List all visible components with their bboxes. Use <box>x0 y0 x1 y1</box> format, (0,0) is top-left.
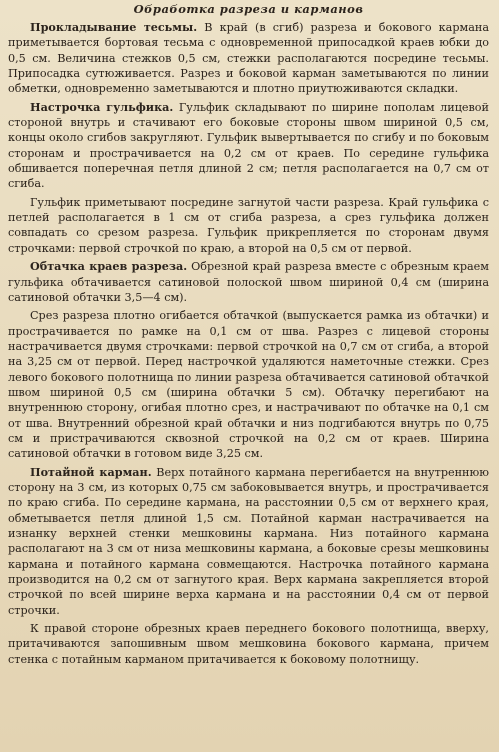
paragraph-text: К правой стороне обрезных краев переднего бокового полотнища, вверху, притачиваются запошивным швом мешковина бокового кармана, причем стенка с потайным карманом притачивается к боковому полотнищу. <box>8 622 489 666</box>
paragraph-heading: Прокладывание тесьмы. <box>30 20 198 34</box>
paragraph-slit-facing <box>8 259 489 305</box>
paragraph-heading: Обтачка краев разреза. <box>30 259 188 274</box>
paragraph-text: Срез разреза плотно огибается обтачкой (выпускается рамка из обтачки) и прострачивается по рамке на 0,1 см от шва. Разрез с лицевой стороны настрачивается двумя строчками: первой строчкой на 0,7 см от сгиба, а второй на 3,25 см от первой. Перед настрочкой удаляются наметочные стежки. Срез левого бокового полотнища по линии разреза обтачивается сатиновой обтачкой швом шириной 0,5 см (ширина обтачки 5 см). Обтачку перегибают на внутреннюю сторону, огибая плотно срез, и настрачивают по обтачке на 0,1 см от шва. Внутренний обрезной край обтачки и низ подгибаются внутрь по 0,75 см и пристрачиваются сквозной строчкой на 0,2 см от краев. Ширина сатиновой обтачки в готовом виде 3,25 см. <box>8 309 489 461</box>
paragraph-fly-attach <box>8 195 489 256</box>
paragraph-heading: Потайной карман. <box>30 464 152 479</box>
paragraph-text: Гульфик складывают по ширине пополам лицевой стороной внутрь и стачивают его боковые стороны швом шириной 0,5 см, концы около сгибов закругляют. Гульфик вывертывается по сгибу и по боковым сторонам и прострачивается на 0,2 см от краев. По середине гульфика обшивается поперечная петля длиной 2 см; петля располагается на 0,7 см от сгиба. <box>8 100 489 191</box>
paragraph-text: Гульфик приметывают посредине загнутой части разреза. Край гульфика с петлей располагается в 1 см от сгиба разреза, а срез гульфика должен совпадать со срезом разреза. Гульфик прикрепляется по сторонам двумя строчками: первой строчкой по краю, а второй на 0,5 см от первой. <box>8 195 489 255</box>
paragraph-heading: Настрочка гульфика. <box>30 99 174 114</box>
paragraph-tape <box>8 20 489 97</box>
paragraph-text: Обрезной край разреза вместе с обрезным краем гульфика обтачивается сатиновой полоской швом шириной 0,4 см (ширина сатиновой обтачки 3,5—4 см). <box>8 260 490 304</box>
paragraph-hidden-pocket <box>8 465 489 618</box>
paragraph-fly-stitching <box>8 100 489 192</box>
paragraph-text: В край (в сгиб) разреза и бокового кармана приметывается бортовая тесьма с одновременной припосадкой краев юбки до 0,5 см. Величина стежков 0,5 см, стежки располагаются посредине тесьмы. Припосадка сутюживается. Разрез и боковой карман заметываются по линии обметки, одновременно заметываются и плотно приутюживаются складки. <box>8 21 489 96</box>
paragraph-pocket-attach <box>8 621 489 667</box>
paragraph-text: Верх потайного кармана перегибается на внутреннюю сторону на 3 см, из которых 0,75 см забоковывается внутрь, и прострачивается по краю сгиба. По середине кармана, на расстоянии 0,5 см от верхнего края, обметывается петля длиной 1,5 см. Потайной карман настрачивается на изнанку верхней стенки мешковины кармана. Низ потайного кармана располагают на 3 см от низа мешковины кармана, а боковые срезы мешковины кармана и потайного кармана совмещаются. Настрочка потайного кармана производится на 0,2 см от загнутого края. Верх кармана закрепляется второй строчкой по всей ширине верха кармана и на расстоянии 0,4 см от первой строчки. <box>8 465 489 617</box>
paragraph-slit-edge <box>8 308 489 461</box>
page-title: Обработка разреза и карманов <box>133 2 364 16</box>
